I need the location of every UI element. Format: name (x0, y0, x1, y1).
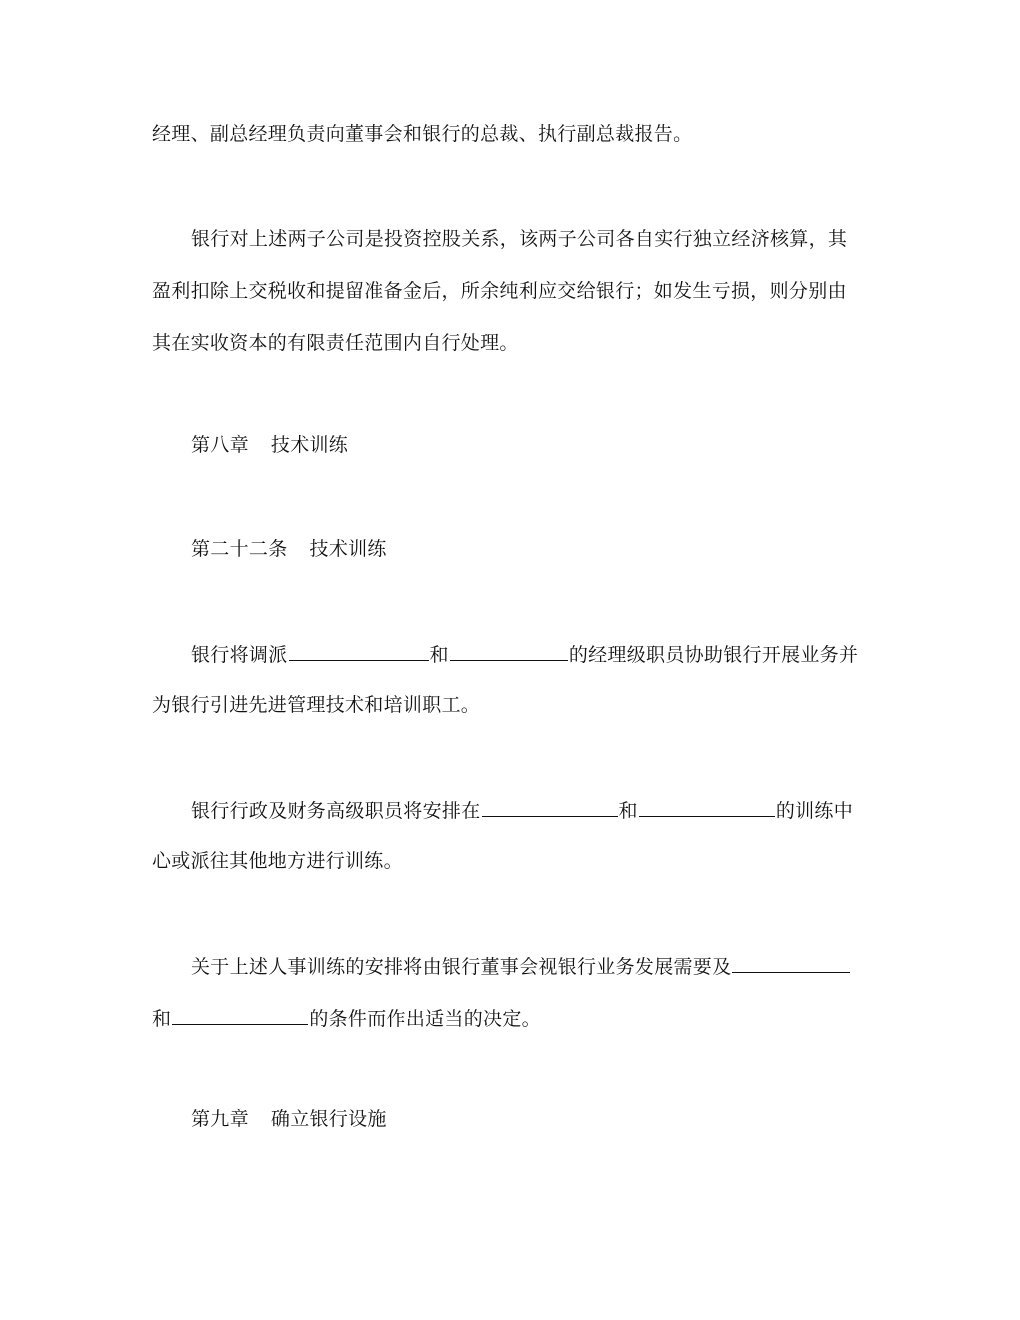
chapter-9-heading (191, 1107, 387, 1131)
paragraph-1-line-1 (152, 122, 692, 146)
paragraph-5-text-3: 的条件而作出适当的决定。 (309, 1008, 541, 1030)
paragraph-3-text-1: 银行将调派 (191, 644, 288, 666)
paragraph-4-text-3: 的训练中 (775, 800, 854, 822)
fill-in-blank[interactable] (450, 641, 568, 661)
paragraph-2-line-3 (152, 331, 519, 355)
fill-in-blank[interactable] (482, 797, 618, 817)
chapter-8-number: 第八章 (191, 434, 249, 456)
article-22-title: 技术训练 (309, 538, 387, 560)
paragraph-2-line-1 (191, 227, 847, 251)
article-22-number: 第二十二条 (191, 538, 288, 560)
paragraph-5-line-2 (152, 1005, 541, 1031)
fill-in-blank[interactable] (289, 641, 429, 661)
chapter-8-title: 技术训练 (270, 434, 349, 456)
chapter-8-heading (191, 433, 348, 457)
paragraph-3-line-2 (152, 693, 480, 717)
paragraph-3-text-4: 为银行引进先进管理技术和培训职工。 (152, 694, 481, 716)
paragraph-2-line-2 (152, 279, 847, 303)
paragraph-4-text-1: 银行行政及财务高级职员将安排在 (191, 800, 481, 822)
paragraph-5-line-1 (191, 953, 851, 979)
paragraph-2-text-2: 盈利扣除上交税收和提留准备金后，所余纯利应交给银行；如发生亏损，则分别由 (152, 280, 847, 302)
paragraph-4-text-4: 心或派往其他地方进行训练。 (152, 850, 403, 872)
paragraph-3-text-2: 和 (429, 644, 449, 666)
fill-in-blank[interactable] (639, 797, 775, 817)
paragraph-3-text-3: 的经理级职员协助银行开展业务并 (568, 644, 859, 666)
paragraph-4-line-1 (191, 797, 853, 823)
paragraph-4-text-2: 和 (618, 800, 638, 822)
paragraph-1-text: 经理、副总经理负责向董事会和银行的总裁、执行副总裁报告。 (152, 123, 693, 145)
paragraph-2-text-1: 银行对上述两子公司是投资控股关系，该两子公司各自实行独立经济核算，其 (191, 228, 848, 250)
chapter-9-number: 第九章 (191, 1108, 249, 1130)
paragraph-5-text-2: 和 (152, 1008, 172, 1030)
chapter-9-title: 确立银行设施 (270, 1108, 387, 1130)
paragraph-2-text-3: 其在实收资本的有限责任范围内自行处理。 (152, 332, 519, 354)
paragraph-3-line-1 (191, 641, 858, 667)
paragraph-4-line-2 (152, 849, 403, 873)
article-22-heading (191, 537, 387, 561)
fill-in-blank[interactable] (172, 1005, 308, 1025)
paragraph-5-text-1: 关于上述人事训练的安排将由银行董事会视银行业务发展需要及 (191, 956, 732, 978)
fill-in-blank[interactable] (732, 953, 850, 973)
